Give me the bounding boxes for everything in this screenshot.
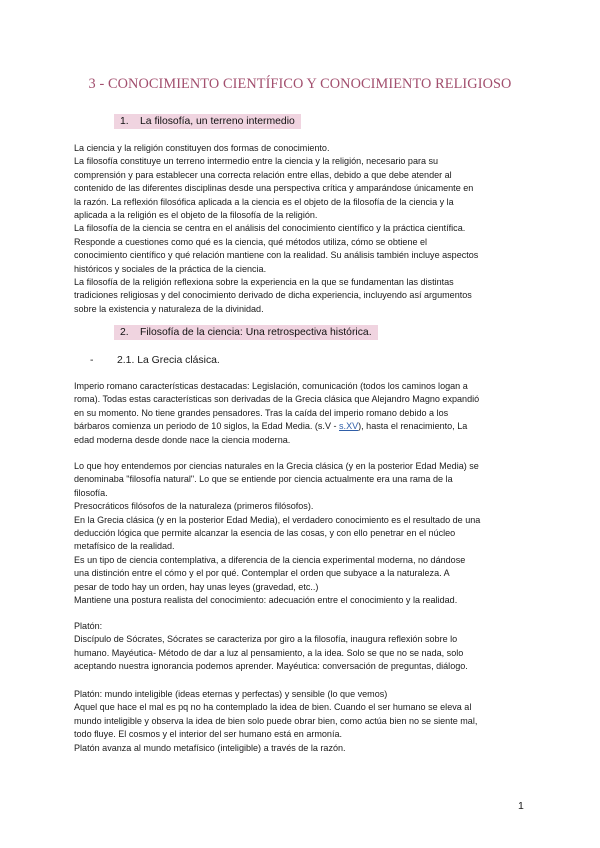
paragraph-plato-worlds <box>74 688 528 755</box>
section-heading-1 <box>114 114 301 129</box>
text-line: La filosofía constituye un terreno intermedio entre la ciencia y la religión, necesario para su <box>74 156 439 167</box>
text-line: deducción lógica que permite alcanzar la esencia de las cosas, y con ello penetrar en el núcleo <box>74 528 456 539</box>
text-line: sobre la existencia y naturaleza de la divinidad. <box>74 303 264 314</box>
text-line: comprensión y para establecer una correcta relación entre ellas, debido a que debe atender al <box>74 169 452 180</box>
text-line: metafísico de la realidad. <box>74 541 175 552</box>
text-line: una distinción entre el cómo y el por qué. Contemplar el orden que subyace a la naturaleza. A <box>74 568 450 579</box>
text-line: Mantiene una postura realista del conocimiento: adecuación entre el conocimiento y la realidad. <box>74 595 458 606</box>
paragraph-plato-socrates <box>74 620 528 674</box>
century-link[interactable]: s.XV <box>339 421 359 432</box>
section-heading-2 <box>114 325 378 340</box>
subsection-heading <box>90 354 220 368</box>
section-label: La filosofía, un terreno intermedio <box>140 116 295 127</box>
text-line: Responde a cuestiones como qué es la ciencia, qué métodos utiliza, cómo se obtiene el <box>74 236 428 247</box>
text-line: Imperio romano características destacadas: Legislación, comunicación (todos los caminos logan a <box>74 381 468 391</box>
paragraph-natural-philosophy <box>74 460 528 607</box>
text-line: Platón: <box>74 621 103 631</box>
text-line: todo fluye. El cosmos y el interior del ser humano está en armonía. <box>74 729 343 740</box>
text-line: humano. Mayéutica- Método de dar a luz al pensamiento, a la idea. Solo se que no se nada, solo <box>74 647 464 658</box>
text-line: aplicada a la religión es el objeto de la filosofía de la religión. <box>74 210 318 221</box>
text-line: Lo que hoy entendemos por ciencias naturales en la Grecia clásica (y en la posterior Edad Media) se <box>74 461 479 471</box>
text-line: mundo inteligible y observa la idea de bien solo puede obrar bien, como actúa bien no se siente mal, <box>74 715 478 726</box>
text-line: Discípulo de Sócrates, Sócrates se caracteriza por giro a la filosofía, inaugura reflexión sobre lo <box>74 634 458 645</box>
page-number: 1 <box>518 800 524 812</box>
text-line: conocimiento científico y qué relación mantiene con la realidad. Su análisis también incluye aspectos <box>74 250 479 261</box>
section-number: 2. <box>120 327 129 338</box>
text-line: aceptando nuestra ignorancia podemos aprender. Mayéutica: conversación de preguntas, diálogo. <box>74 661 468 672</box>
text-line: históricos y sociales de la práctica de la ciencia. <box>74 263 267 274</box>
text-fragment: ), hasta el renacimiento, La <box>358 421 468 432</box>
text-line <box>74 420 528 433</box>
text-line: denominaba "filosofía natural". Lo que se entiende por ciencia actualmente era una rama de la <box>74 474 453 485</box>
text-line: Es un tipo de ciencia contemplativa, a diferencia de la ciencia experimental moderna, no dándose <box>74 554 466 565</box>
text-line: Platón avanza al mundo metafísico (inteligible) a través de la razón. <box>74 742 346 753</box>
list-dash: - <box>90 355 94 366</box>
text-line: tradiciones religiosas y del conocimiento derivado de dicha experiencia, incluyendo así argumentos <box>74 290 472 301</box>
text-line: Platón: mundo inteligible (ideas eternas y perfectas) y sensible (lo que vemos) <box>74 689 388 699</box>
text-line: La filosofía de la ciencia se centra en el análisis del conocimiento científico y la práctica científica. <box>74 223 466 234</box>
text-line: edad moderna desde donde nace la ciencia moderna. <box>74 434 291 445</box>
text-line: En la Grecia clásica (y en la posterior Edad Media), el verdadero conocimiento es el resultado de una <box>74 514 481 525</box>
section-number: 1. <box>120 116 129 127</box>
paragraph-philosophy-intro <box>74 142 528 316</box>
text-line: La ciencia y la religión constituyen dos formas de conocimiento. <box>74 143 330 153</box>
section-label: Filosofía de la ciencia: Una retrospectiva histórica. <box>140 327 372 338</box>
text-line: roma). Todas estas características son derivadas de la Grecia clásica que Alejandro Magno expandió <box>74 394 480 405</box>
text-line: pesar de todo hay un orden, hay unas leyes (gravedad, etc..) <box>74 581 319 592</box>
page-title: 3 - CONOCIMIENTO CIENTÍFICO Y CONOCIMIENTO RELIGIOSO <box>88 76 512 92</box>
paragraph-roman-empire <box>74 380 528 447</box>
text-line: en su momento. No tiene grandes pensadores. Tras la caída del imperio romano debido a los <box>74 407 449 418</box>
text-line: Presocráticos filósofos de la naturaleza (primeros filósofos). <box>74 501 314 512</box>
text-line: Aquel que hace el mal es pq no ha contemplado la idea de bien. Cuando el ser humano se eleva al <box>74 702 472 713</box>
text-fragment: bárbaros comienza un periodo de 10 siglos, la Edad Media. (s.V - <box>74 421 340 432</box>
text-line: La filosofía de la religión reflexiona sobre la experiencia en la que se fundamentan las distintas <box>74 277 454 288</box>
subsection-label: 2.1. La Grecia clásica. <box>117 355 220 366</box>
text-line: la razón. La reflexión filosófica aplicada a la ciencia es el objeto de la filosofía de la ciencia y la <box>74 196 454 207</box>
text-line: filosofía. <box>74 487 108 498</box>
text-line: contenido de las diferentes disciplinas desde una perspectiva crítica y amparándose únicamente en <box>74 183 474 194</box>
